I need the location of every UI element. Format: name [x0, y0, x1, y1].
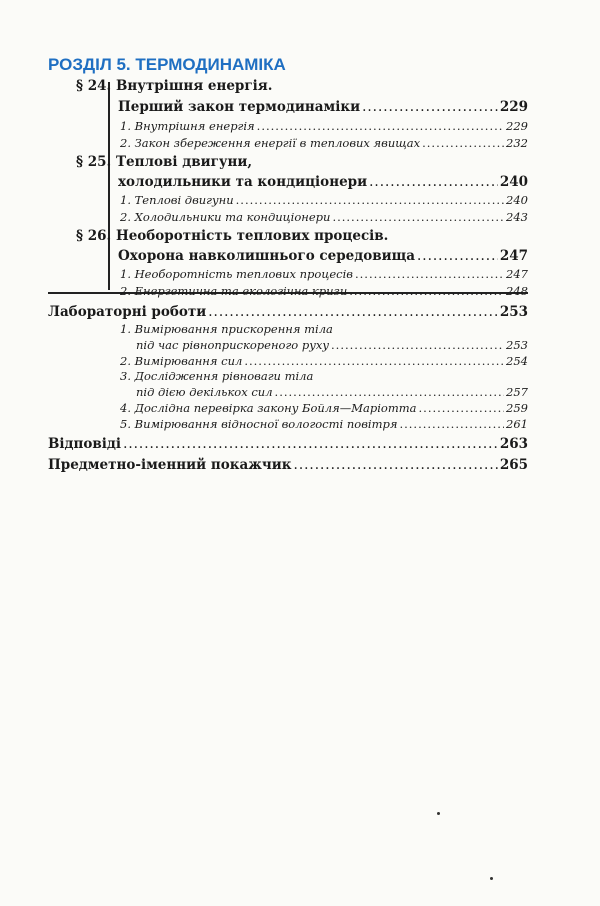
lab-3-line-2[interactable]: під дією декількох сил ..... 257: [136, 385, 528, 399]
page-number: 243: [506, 210, 528, 224]
section-25-entry[interactable]: холодильники та кондиціонери ..... 240: [118, 174, 528, 190]
index-entry[interactable]: Предметно-іменний покажчик ..... 265: [48, 457, 528, 473]
section-25-item-1[interactable]: 1. Теплові двигуни ..... 240: [120, 193, 528, 207]
lab-3-line-1[interactable]: 3. Дослідження рівноваги тіла: [120, 369, 314, 383]
dot-leader: [331, 338, 504, 352]
page-number: 229: [506, 119, 528, 133]
section-divider-vertical: [108, 82, 110, 290]
dot-leader: [294, 457, 498, 473]
section-26-heading[interactable]: § 26. Необоротність теплових процесів.: [76, 228, 389, 244]
lab-2[interactable]: 2. Вимірювання сил ..... 254: [120, 354, 528, 368]
lab-4[interactable]: 4. Дослідна перевірка закону Бойля—Маріотта ..... 259: [120, 401, 528, 415]
page-number: 254: [506, 354, 528, 368]
dot-leader: [417, 248, 498, 264]
dot-leader: [422, 136, 504, 150]
page-number: 265: [499, 457, 528, 473]
dot-leader: [244, 354, 504, 368]
page-number: 259: [506, 401, 528, 415]
page-number: 232: [506, 136, 528, 150]
lab-5[interactable]: 5. Вимірювання відносної вологості повітря ..... 261: [120, 417, 528, 431]
dot-leader: [399, 417, 504, 431]
section-24-entry[interactable]: Перший закон термодинаміки ..... 229: [118, 99, 528, 115]
page-number: 253: [499, 304, 528, 320]
dot-leader: [362, 99, 498, 115]
section-25-heading[interactable]: § 25. Теплові двигуни,: [76, 154, 253, 170]
dot-leader: [332, 210, 504, 224]
dot-leader: [349, 284, 504, 298]
page-number: 240: [506, 193, 528, 207]
dot-leader: [419, 401, 505, 415]
page-number: 247: [506, 267, 528, 281]
page-number: 263: [499, 436, 528, 452]
lab-1-line-2[interactable]: під час рівноприскореного руху ..... 253: [136, 338, 528, 352]
section-26-item-2[interactable]: 2. Енергетична та екологічна кризи ..... 248: [120, 284, 528, 298]
section-26-entry[interactable]: Охорона навколишнього середовища ..... 247: [118, 248, 528, 264]
dot-leader: [369, 174, 498, 190]
page-number: 261: [506, 417, 528, 431]
dot-leader: [123, 436, 498, 452]
page-number: 257: [506, 385, 528, 399]
scan-speck: [490, 877, 493, 880]
dot-leader: [208, 304, 498, 320]
labs-entry[interactable]: Лабораторні роботи ..... 253: [48, 304, 528, 320]
section-24-heading[interactable]: § 24. Внутрішня енергія.: [76, 78, 273, 94]
page-number: 248: [506, 284, 528, 298]
section-25-item-2[interactable]: 2. Холодильники та кондиціонери ..... 243: [120, 210, 528, 224]
page-number: 229: [499, 99, 528, 115]
page-number: 253: [506, 338, 528, 352]
chapter-title: РОЗДІЛ 5. ТЕРМОДИНАМІКА: [48, 55, 286, 74]
scan-speck: [437, 812, 440, 815]
section-24-item-1[interactable]: 1. Внутрішня енергія ..... 229: [120, 119, 528, 133]
section-26-item-1[interactable]: 1. Необоротність теплових процесів ..... 247: [120, 267, 528, 281]
dot-leader: [236, 193, 504, 207]
lab-1-line-1[interactable]: 1. Вимірювання прискорення тіла: [120, 322, 333, 336]
dot-leader: [275, 385, 505, 399]
dot-leader: [257, 119, 504, 133]
page-number: 247: [499, 248, 528, 264]
page-number: 240: [499, 174, 528, 190]
dot-leader: [355, 267, 504, 281]
section-24-item-2[interactable]: 2. Закон збереження енергії в теплових явищах ..... 232: [120, 136, 528, 150]
answers-entry[interactable]: Відповіді ..... 263: [48, 436, 528, 452]
